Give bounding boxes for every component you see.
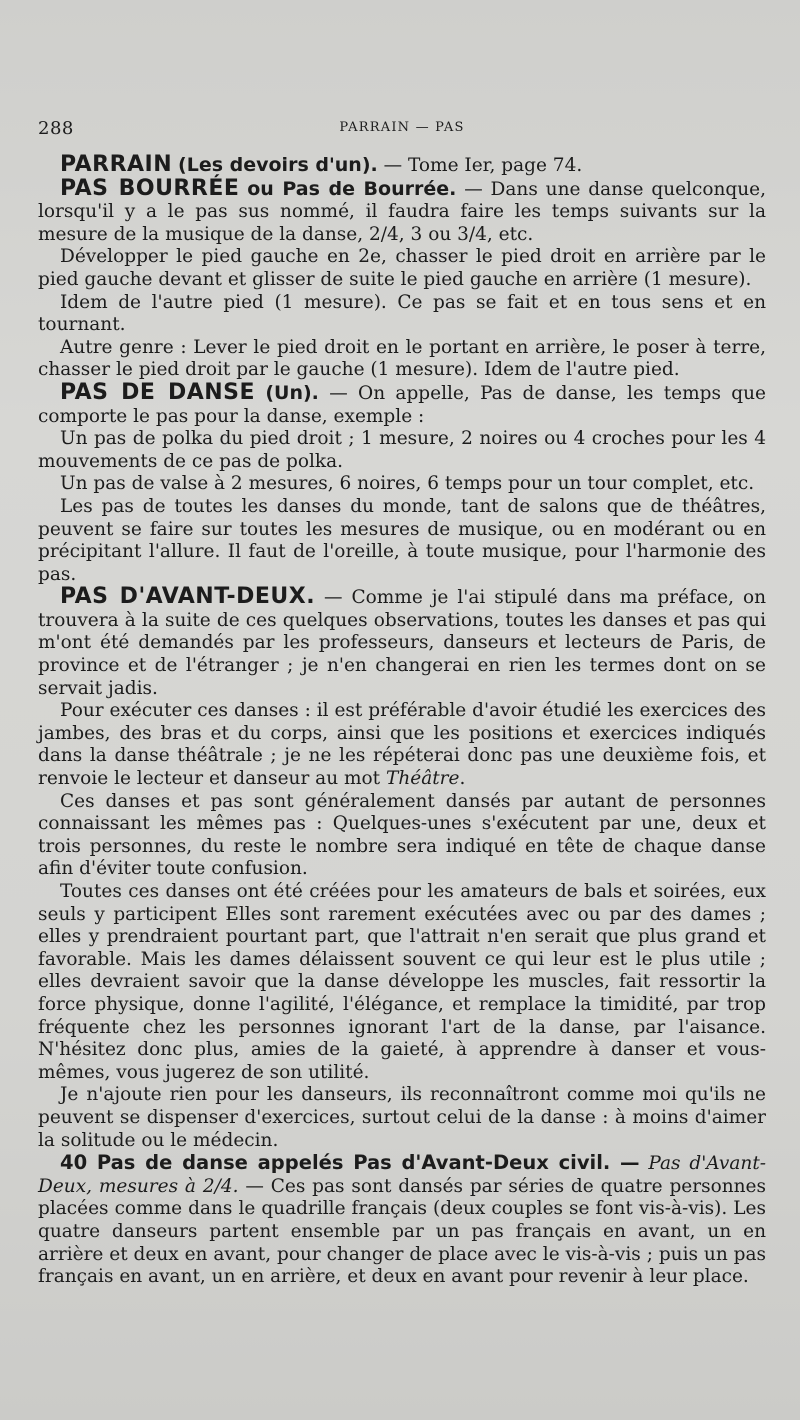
entry-subhead: (Un). bbox=[265, 381, 319, 404]
entry-pas-davant-deux bbox=[38, 586, 766, 700]
entry-headword: PARRAIN bbox=[60, 152, 173, 177]
paragraph: Toutes ces danses ont été créées pour les amateurs de bals et soirées, eux seuls y participent Elles sont rarement exécutées avec ou par des dames ; elles y prendraient pourtant part, que l'attrait n'en serait que plus grand et favorable. Mais les dames délaissent souvent ce qui leur est le plus utile ; elles devraient savoir que la danse développe les muscles, fait ressortir la force physique, donne l'agilité, l'élégance, et remplace la timidité, par trop fréquente chez les personnes ignorant l'art de la danse, par l'aisance. N'hésitez donc plus, amies de la gaieté, à apprendre à danser et vous-mêmes, vous jugerez de son utilité. bbox=[38, 881, 766, 1083]
paragraph-text: Pour exécuter ces danses : il est préférable d'avoir étudié les exercices des jambes, des bras et du corps, ainsi que les positions et exercices indiqués dans la danse théâtrale ; je ne les répéterai donc pas une deuxième fois, et renvoie le lecteur et danseur au mot bbox=[38, 700, 766, 790]
page-content bbox=[38, 154, 766, 1289]
paragraph: Idem de l'autre pied (1 mesure). Ce pas se fait et en tous sens et en tournant. bbox=[38, 291, 766, 336]
paragraph: Un pas de polka du pied droit ; 1 mesure, 2 noires ou 4 croches pour les 4 mouvements de ce pas de polka. bbox=[38, 428, 766, 472]
entry-subhead: ou Pas de Bourrée. bbox=[247, 177, 457, 200]
entry-headword: PAS D'AVANT-DEUX. bbox=[60, 584, 316, 610]
entry-parrain bbox=[38, 154, 766, 178]
entry-text: — Tome Ier, page 74. bbox=[377, 155, 583, 176]
cross-reference: Théâtre bbox=[386, 768, 460, 790]
entry-subhead: (Les devoirs d'un). bbox=[178, 154, 378, 176]
paragraph: Autre genre : Lever le pied droit en le portant en arrière, le poser à terre, chasser le pied droit par le gauche (1 mesure). Idem de l'autre pied. bbox=[38, 336, 766, 381]
running-title: PARRAIN — PAS bbox=[339, 120, 465, 135]
paragraph-end: . bbox=[459, 768, 466, 790]
paragraph: Les pas de toutes les danses du monde, tant de salons que de théâtres, peuvent se faire sur toutes les mesures de musique, ou en modérant ou en précipitant l'allure. Il faut de l'oreille, à toute musique, pour l'harmonie des pas. bbox=[38, 495, 766, 585]
entry-pas-de-danse bbox=[38, 379, 766, 428]
entry-headword: 40 Pas de danse appelés Pas d'Avant-Deux civil. — bbox=[60, 1151, 640, 1175]
entry-text: — Dans une danse quelconque, lorsqu'il y a le pas sus nommé, il faudra faire les temps suivants sur la mesure de la musique de la danse, 2/4, 3 ou 3/4, etc. bbox=[38, 178, 766, 245]
entry-text: — Ces pas sont dansés par séries de quatre personnes placées comme dans le quadrille français (deux couples se font vis-à-vis). Les quatre danseurs partent ensemble par un pas français en avant, un en arrière et deux en avant, pour changer de place avec le vis-à-vis ; puis un pas français en avant, un en arrière, et deux en avant pour revenir à leur place. bbox=[38, 1175, 766, 1288]
paragraph: Développer le pied gauche en 2e, chasser le pied droit en arrière par le pied gauche devant et glisser de suite le pied gauche en arrière (1 mesure). bbox=[38, 246, 766, 290]
running-header bbox=[38, 118, 766, 142]
paragraph bbox=[38, 700, 766, 790]
entry-text: — On appelle, Pas de danse, les temps que comporte le pas pour la danse, exemple : bbox=[38, 382, 766, 427]
entry-text: — Comme je l'ai stipulé dans ma préface, on trouvera à la suite de ces quelques observations, toutes les danses et pas qui m'ont été demandés par les professeurs, danseurs et lecteurs de Paris, de province et de l'étranger ; je n'en changerai en rien les termes dont on se servait jadis. bbox=[38, 587, 767, 699]
paragraph: Ces danses et pas sont généralement dansés par autant de personnes connaissant les mêmes pas : Quelques-unes s'exécutent par une, deux et trois personnes, du reste le nombre sera indiqué en tête de chaque danse afin d'éviter toute confusion. bbox=[38, 790, 766, 880]
entry-40-pas-de-danse bbox=[38, 1152, 766, 1289]
entry-italic-subtitle: Pas d'Avant-Deux, mesures à 2/4. bbox=[38, 1153, 766, 1197]
page-number: 288 bbox=[38, 118, 74, 139]
entry-headword: PAS DE DANSE bbox=[60, 379, 256, 405]
entry-headword: PAS BOURRÉE bbox=[60, 175, 240, 201]
paragraph: Un pas de valse à 2 mesures, 6 noires, 6 temps pour un tour complet, etc. bbox=[60, 473, 755, 495]
paragraph: Je n'ajoute rien pour les danseurs, ils reconnaîtront comme moi qu'ils ne peuvent se dispenser d'exercices, surtout celui de la danse : à moins d'aimer la solitude ou le médecin. bbox=[38, 1084, 766, 1151]
entry-pas-bourree bbox=[38, 175, 766, 247]
